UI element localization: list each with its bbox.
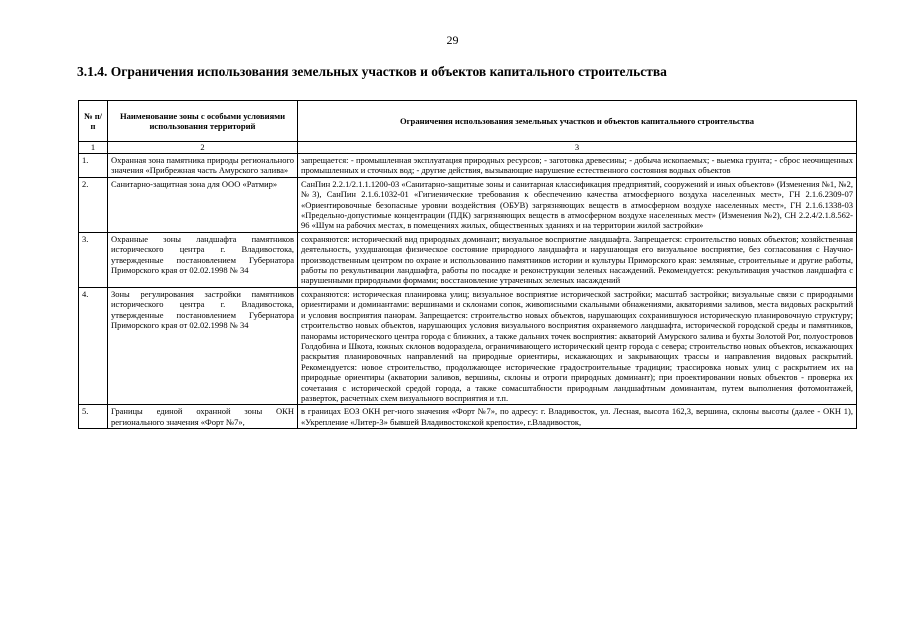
table-row (79, 154, 857, 178)
header-num: № п/п (79, 101, 108, 142)
header-zone: Наименование зоны с особыми условиями использования территорий (108, 101, 298, 142)
header-restrictions: Ограничения использования земельных участков и объектов капитального строительства (298, 101, 857, 142)
section-heading: 3.1.4. Ограничения использования земельных участков и объектов капитального строительства (77, 64, 667, 79)
column-number: 3 (298, 142, 857, 154)
table-row (79, 287, 857, 404)
row-number: 1. (79, 154, 108, 178)
table-row (79, 405, 857, 429)
zone-name: Охранные зоны ландшафта памятников исторического центра г. Владивостока, утвержденные постановлением Губернатора Приморского края от 02.02.1998 № 34 (108, 232, 298, 287)
row-number: 2. (79, 177, 108, 232)
zone-restrictions: запрещается: - промышленная эксплуатация природных ресурсов; - заготовка древесины; - добыча ископаемых; - выемка грунта; - сброс неочищенных промышленных и сточных вод; - другие действия, вызывающие нарушение естественного состояния водных объектов (298, 154, 857, 178)
row-number: 4. (79, 287, 108, 404)
column-number-row (79, 142, 857, 154)
column-number: 1 (79, 142, 108, 154)
zone-name: Охранная зона памятника природы регионального значения «Прибрежная часть Амурского залива» (108, 154, 298, 178)
zone-name: Санитарно-защитная зона для ООО «Ратмир» (108, 177, 298, 232)
row-number: 3. (79, 232, 108, 287)
zone-restrictions: сохраняются: историческая планировка улиц; визуальное восприятие исторической застройки; масштаб застройки; визуальные связи с природными ориентирами и доминантами: вершинами и склонами сопок, живописными скальными обнажениями, акваториями заливов, места видовых раскрытий и условия восприятия панорам. Запрещается: строительство новых объектов, нарушающих сохранившуюся историческую планировочную структуру; строительство новых объектов, нарушающих условия визуального восприятия охраняемого ландшафта, исторической городской среды и памятников, панорамы исторического центра города с ближних, а также дальних точек восприятия: акваторий Амурского залива и бухты Золотой Рог, полуостровов Голдобина и Шкота, южных склонов водораздела, ограничивающего исторический центр города с севера; строительство новых объектов, искажающих раскрытия планировочных направлений на природные ориентиры, искажающих и закрывающих трассы и направления видовых раскрытий. Рекомендуется: новое строительство, продолжающее исторические градостроительные традиции; трассировка новых улиц с раскрытием их на природные ориентиры (акватории заливов, вершины, склоны и отроги природных доминант); при проектировании новых объектов - проверка их сочетания с исторической средой города, а также сомасштабности природным ландшафтным доминантам, путем выполнения фотомонтажей, разверток, расчетных схем визуального восприятия и т.п. (298, 287, 857, 404)
restrictions-table (78, 100, 857, 429)
zone-restrictions: сохраняются: исторический вид природных доминант; визуальное восприятие ландшафта. Запрещается: строительство новых объектов; хозяйственная деятельность, ухудшающая физическое состояние природного ландшафта и нарушающая его визуальное восприятие, без согласования с Научно-производственным центром по охране и использованию памятников истории и культуры Приморского края: земляные, строительные и другие работы, работы по рекультивации ландшафта, работы по посадке и реконструкции зеленых насаждений. Рекомендуется: рекультивация участков ландшафта с нарушенными природными формами; восстановление утраченных зеленых насаждений (298, 232, 857, 287)
zone-restrictions: СанПин 2.2.1/2.1.1.1200-03 «Санитарно-защитные зоны и санитарная классификация предприятий, сооружений и иных объектов» (Изменения №1, №2, №3), СанПин 2.1.6.1032-01 «Гигиенические требования к обеспечению качества атмосферного воздуха населенных мест», ГН 2.1.6.2309-07 «Ориентировочные безопасные уровни воздействия (ОБУВ) загрязняющих веществ в атмосферном воздухе населенных мест», ГН 2.1.6.1338-03 «Предельно-допустимые концентрации (ПДК) загрязняющих веществ в атмосферном воздухе населенных мест» (Изменения №2), СН 2.2.4/2.1.8.562-96 «Шум на рабочих местах, в помещениях жилых, общественных зданиях и на территории жилой застройки» (298, 177, 857, 232)
table-row (79, 177, 857, 232)
zone-name: Границы единой охранной зоны ОКН регионального значения «Форт №7», (108, 405, 298, 429)
page-number: 29 (446, 33, 459, 47)
zone-name: Зоны регулирования застройки памятников исторического центра г. Владивостока, утвержденные постановлением Губернатора Приморского края от 02.02.1998 № 34 (108, 287, 298, 404)
table-row (79, 232, 857, 287)
table-header-row (79, 101, 857, 142)
zone-restrictions: в границах ЕОЗ ОКН рег-ного значения «Форт №7», по адресу: г. Владивосток, ул. Лесная, высота 162,3, вершина, склоны высоты (далее - ОКН 1), «Укрепление «Литер-3» бывшей Владивостокской крепости», г.Владивосток, (298, 405, 857, 429)
column-number: 2 (108, 142, 298, 154)
row-number: 5. (79, 405, 108, 429)
